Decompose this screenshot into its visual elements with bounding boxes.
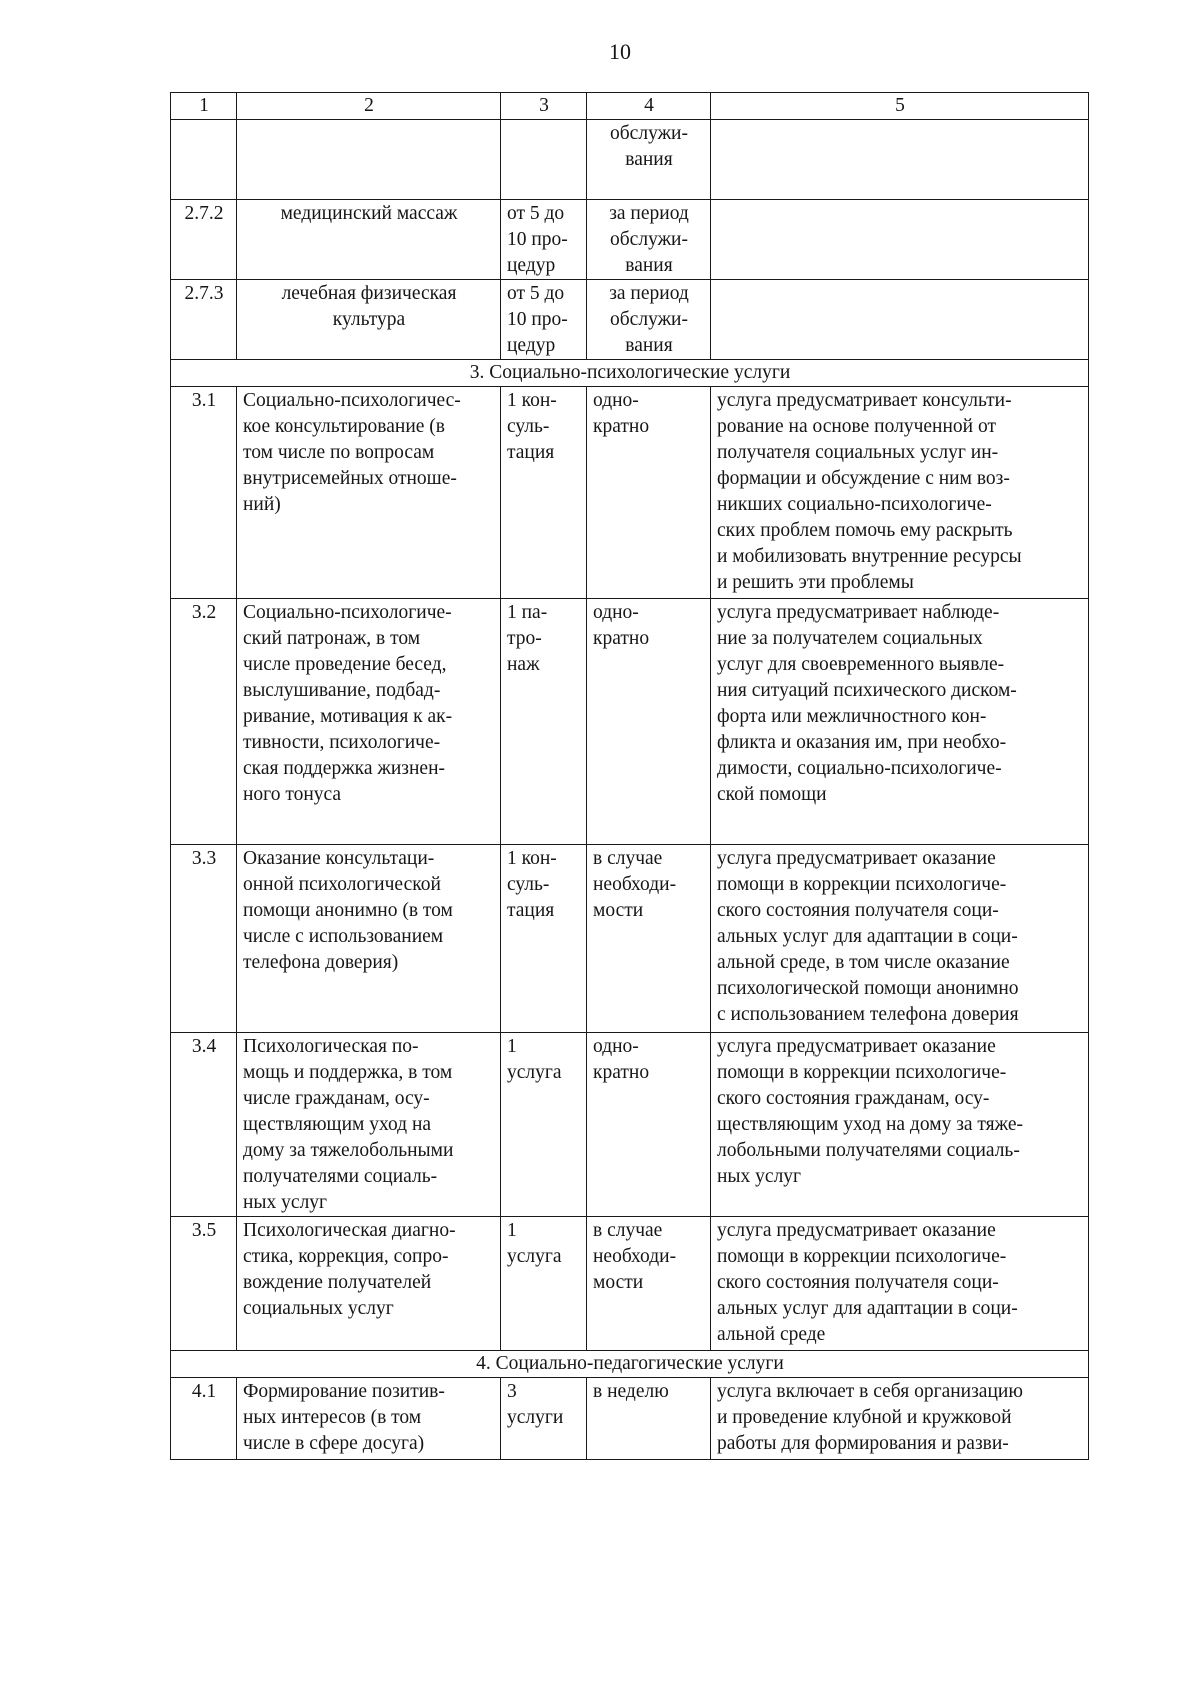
text-line: ского состояния получателя соци- xyxy=(717,1272,999,1293)
text-line: обслужи- xyxy=(610,229,688,250)
text-line: психологической помощи анонимно xyxy=(717,978,1019,999)
service-description xyxy=(711,200,1089,280)
service-name xyxy=(237,280,501,360)
text-line: кратно xyxy=(593,416,650,437)
service-volume xyxy=(501,845,587,1033)
text-line: ние за получателем социальных xyxy=(717,628,983,649)
text-line: онной психологической xyxy=(243,874,441,895)
text-line: помощи анонимно (в том xyxy=(243,900,453,921)
text-line: вания xyxy=(625,255,673,276)
text-line: суль- xyxy=(507,416,550,437)
column-header-5: 5 xyxy=(711,93,1089,120)
table-row xyxy=(171,1033,1089,1217)
text-line: лобольными получателями социаль- xyxy=(717,1140,1020,1161)
service-period xyxy=(587,200,711,280)
column-header-row xyxy=(171,93,1089,120)
table-row xyxy=(171,845,1089,1033)
text-line: услуги xyxy=(507,1407,564,1428)
text-line: помощи в коррекции психологиче- xyxy=(717,1246,1007,1267)
section-title: 4. Социально-педагогические услуги xyxy=(171,1351,1089,1378)
text-line: в случае xyxy=(593,1220,663,1241)
text-line: димости, социально-психологиче- xyxy=(717,758,1002,779)
text-line: никших социально-психологиче- xyxy=(717,494,992,515)
service-period xyxy=(587,120,711,200)
text-line: получателя социальных услуг ин- xyxy=(717,442,999,463)
text-line: числе гражданам, осу- xyxy=(243,1088,430,1109)
column-header-2: 2 xyxy=(237,93,501,120)
column-header-1: 1 xyxy=(171,93,237,120)
text-line: с использованием телефона доверия xyxy=(717,1004,1019,1025)
text-line: работы для формирования и разви- xyxy=(717,1433,1009,1454)
text-line: ного тонуса xyxy=(243,784,342,805)
text-line: ществляющим уход на дому за тяже- xyxy=(717,1114,1024,1135)
text-line: ских проблем помочь ему раскрыть xyxy=(717,520,1013,541)
text-line: Социально-психологичес- xyxy=(243,390,461,411)
text-line: 10 про- xyxy=(507,309,568,330)
text-line: ская поддержка жизнен- xyxy=(243,758,446,779)
service-volume xyxy=(501,387,587,599)
service-description xyxy=(711,387,1089,599)
text-line: услуга предусматривает консульти- xyxy=(717,390,1012,411)
text-line: кратно xyxy=(593,1062,650,1083)
table-row xyxy=(171,200,1089,280)
service-description xyxy=(711,1378,1089,1460)
service-description xyxy=(711,120,1089,200)
service-number: 3.4 xyxy=(171,1033,237,1217)
service-description xyxy=(711,1217,1089,1351)
text-line: услуга предусматривает наблюде- xyxy=(717,602,1000,623)
text-line: обслужи- xyxy=(610,123,688,144)
text-line: альной среде xyxy=(717,1324,826,1345)
text-line: ний) xyxy=(243,494,281,515)
table-row xyxy=(171,1378,1089,1460)
text-line: услуга предусматривает оказание xyxy=(717,1220,996,1241)
text-line: услуг для своевременного выявле- xyxy=(717,654,1005,675)
text-line: Психологическая по- xyxy=(243,1036,419,1057)
text-line: мости xyxy=(593,900,644,921)
text-line: суль- xyxy=(507,874,550,895)
text-line: получателями социаль- xyxy=(243,1166,438,1187)
services-table xyxy=(170,92,1089,1460)
text-line: альных услуг для адаптации в соци- xyxy=(717,926,1018,947)
service-description xyxy=(711,280,1089,360)
text-line: одно- xyxy=(593,390,639,411)
text-line: одно- xyxy=(593,1036,639,1057)
text-line: выслушивание, подбад- xyxy=(243,680,441,701)
text-line: услуга xyxy=(507,1062,562,1083)
text-line: ных услуг xyxy=(243,1192,328,1213)
service-number: 3.1 xyxy=(171,387,237,599)
text-line: ского состояния гражданам, осу- xyxy=(717,1088,990,1109)
table-row xyxy=(171,387,1089,599)
service-name xyxy=(237,599,501,845)
text-line: социальных услуг xyxy=(243,1298,394,1319)
service-name xyxy=(237,845,501,1033)
text-line: обслужи- xyxy=(610,309,688,330)
text-line: Психологическая диагно- xyxy=(243,1220,456,1241)
text-line: необходи- xyxy=(593,874,677,895)
service-volume xyxy=(501,1217,587,1351)
text-line: наж xyxy=(507,654,540,675)
text-line: вания xyxy=(625,149,673,170)
service-number: 3.5 xyxy=(171,1217,237,1351)
text-line: необходи- xyxy=(593,1246,677,1267)
text-line: Оказание консультаци- xyxy=(243,848,435,869)
service-volume xyxy=(501,1378,587,1460)
text-line: ского состояния получателя соци- xyxy=(717,900,999,921)
service-number: 3.2 xyxy=(171,599,237,845)
text-line: помощи в коррекции психологиче- xyxy=(717,874,1007,895)
text-line: цедур xyxy=(507,335,556,356)
service-period xyxy=(587,387,711,599)
text-line: 1 кон- xyxy=(507,848,557,869)
text-line: рование на основе полученной от xyxy=(717,416,996,437)
service-volume xyxy=(501,200,587,280)
text-line: тация xyxy=(507,900,555,921)
text-line: 3 xyxy=(507,1381,517,1402)
page-number: 10 xyxy=(609,39,631,64)
text-line: мощь и поддержка, в том xyxy=(243,1062,453,1083)
text-line: форта или межличностного кон- xyxy=(717,706,987,727)
text-line: 1 xyxy=(507,1036,517,1057)
table-row xyxy=(171,120,1089,200)
text-line: за период xyxy=(609,283,689,304)
service-name xyxy=(237,200,501,280)
service-period xyxy=(587,280,711,360)
text-line: и проведение клубной и кружковой xyxy=(717,1407,1012,1428)
service-number: 2.7.3 xyxy=(171,280,237,360)
service-description xyxy=(711,599,1089,845)
text-line: 1 xyxy=(507,1220,517,1241)
text-line: тация xyxy=(507,442,555,463)
table-row xyxy=(171,599,1089,845)
text-line: тивности, психологиче- xyxy=(243,732,441,753)
service-name xyxy=(237,1378,501,1460)
text-line: от 5 до xyxy=(507,283,565,304)
text-line: лечебная физическая xyxy=(281,283,457,304)
column-header-4: 4 xyxy=(587,93,711,120)
service-number xyxy=(171,120,237,200)
text-line: услуга предусматривает оказание xyxy=(717,848,996,869)
text-line: ществляющим уход на xyxy=(243,1114,432,1135)
text-line: услуга предусматривает оказание xyxy=(717,1036,996,1057)
text-line: формации и обсуждение с ним воз- xyxy=(717,468,1010,489)
service-number: 2.7.2 xyxy=(171,200,237,280)
text-line: в случае xyxy=(593,848,663,869)
text-line: цедур xyxy=(507,255,556,276)
text-line: услуга включает в себя организацию xyxy=(717,1381,1023,1402)
service-volume xyxy=(501,120,587,200)
text-line: 1 па- xyxy=(507,602,548,623)
service-number: 4.1 xyxy=(171,1378,237,1460)
text-line: том числе по вопросам xyxy=(243,442,435,463)
text-line: дому за тяжелобольными xyxy=(243,1140,454,1161)
text-line: в неделю xyxy=(593,1381,669,1402)
service-volume xyxy=(501,1033,587,1217)
text-line: фликта и оказания им, при необхо- xyxy=(717,732,1007,753)
text-line: кое консультирование (в xyxy=(243,416,446,437)
text-line: 10 про- xyxy=(507,229,568,250)
text-line: ных интересов (в том xyxy=(243,1407,422,1428)
text-line: числе в сфере досуга) xyxy=(243,1433,425,1454)
text-line: и мобилизовать внутренние ресурсы xyxy=(717,546,1022,567)
text-line: стика, коррекция, сопро- xyxy=(243,1246,449,1267)
text-line: одно- xyxy=(593,602,639,623)
service-period xyxy=(587,845,711,1033)
service-number: 3.3 xyxy=(171,845,237,1033)
text-line: Социально-психологиче- xyxy=(243,602,452,623)
table-row xyxy=(171,1217,1089,1351)
text-line: тро- xyxy=(507,628,542,649)
service-name xyxy=(237,1033,501,1217)
text-line: ской помощи xyxy=(717,784,827,805)
text-line: ных услуг xyxy=(717,1166,802,1187)
service-name xyxy=(237,120,501,200)
service-period xyxy=(587,1217,711,1351)
service-volume xyxy=(501,280,587,360)
text-line: кратно xyxy=(593,628,650,649)
text-line: медицинский массаж xyxy=(280,203,458,224)
text-line: вождение получателей xyxy=(243,1272,432,1293)
text-line: и решить эти проблемы xyxy=(717,572,914,593)
text-line: внутрисемейных отноше- xyxy=(243,468,457,489)
text-line: культура xyxy=(332,309,406,330)
section-title: 3. Социально-психологические услуги xyxy=(171,360,1089,387)
text-line: числе с использованием xyxy=(243,926,444,947)
service-description xyxy=(711,845,1089,1033)
table-row xyxy=(171,280,1089,360)
text-line: ский патронаж, в том xyxy=(243,628,421,649)
text-line: ния ситуаций психического диском- xyxy=(717,680,1017,701)
text-line: помощи в коррекции психологиче- xyxy=(717,1062,1007,1083)
service-period xyxy=(587,1033,711,1217)
section-header-row xyxy=(171,360,1089,387)
text-line: услуга xyxy=(507,1246,562,1267)
service-name xyxy=(237,387,501,599)
text-line: вания xyxy=(625,335,673,356)
text-line: альных услуг для адаптации в соци- xyxy=(717,1298,1018,1319)
service-volume xyxy=(501,599,587,845)
text-line: Формирование позитив- xyxy=(243,1381,445,1402)
text-line: альной среде, в том числе оказание xyxy=(717,952,1010,973)
text-line: за период xyxy=(609,203,689,224)
text-line: 1 кон- xyxy=(507,390,557,411)
text-line: ривание, мотивация к ак- xyxy=(243,706,453,727)
text-line: от 5 до xyxy=(507,203,565,224)
text-line: телефона доверия) xyxy=(243,952,399,973)
service-description xyxy=(711,1033,1089,1217)
section-header-row xyxy=(171,1351,1089,1378)
column-header-3: 3 xyxy=(501,93,587,120)
text-line: мости xyxy=(593,1272,644,1293)
text-line: числе проведение бесед, xyxy=(243,654,447,675)
service-name xyxy=(237,1217,501,1351)
service-period xyxy=(587,1378,711,1460)
service-period xyxy=(587,599,711,845)
